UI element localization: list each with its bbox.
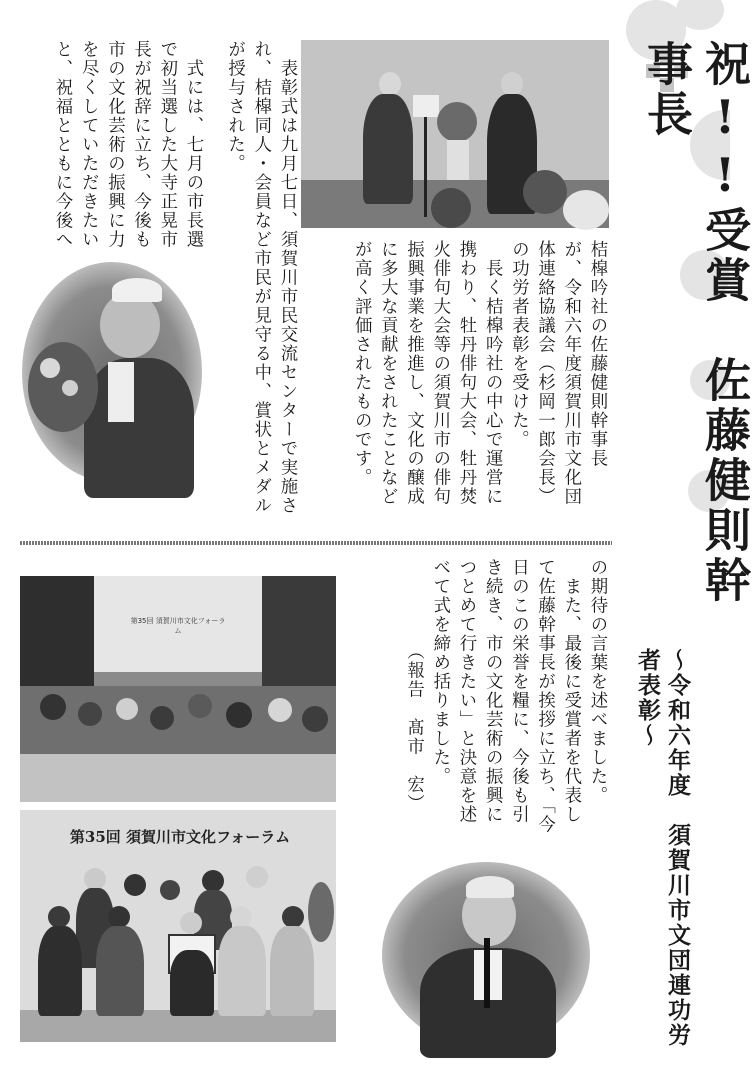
portrait-with-bouquet-photo bbox=[22, 262, 202, 482]
body-text-upper-left-long bbox=[210, 40, 300, 550]
award-ceremony-photo bbox=[301, 40, 609, 228]
stage-banner: 第35回 須賀川市文化フォーラム bbox=[130, 617, 226, 635]
text-col: 携わり、牡丹俳句大会、牡丹焚 bbox=[455, 240, 476, 506]
text-col: が、令和六年度須賀川市文化団 bbox=[560, 240, 581, 506]
text-col: で初当選した大寺正晃市 bbox=[156, 40, 177, 249]
text-col: 日のこの栄誉を糧に、今後も引 bbox=[508, 558, 529, 824]
subtitle: 〜令和六年度 須賀川市文団連功労者表彰〜 bbox=[634, 648, 691, 1048]
audience-photo bbox=[20, 576, 336, 802]
text-col: 長が祝辞に立ち、今後も bbox=[130, 40, 151, 249]
text-col: が高く評価されたものです。 bbox=[351, 240, 372, 487]
text-col: を尽くしていただきたい bbox=[78, 40, 99, 249]
text-col: つとめて行きたい」と決意を述 bbox=[455, 558, 476, 824]
text-col: れ、桔槹同人・会員など市民が見守る中、賞状とメダル bbox=[250, 40, 271, 515]
speaker-portrait-photo bbox=[382, 862, 590, 1048]
report-byline: （報告 髙市 宏） bbox=[403, 642, 424, 813]
text-col: 表彰式は九月七日、須賀川市民交流センターで実施さ bbox=[277, 40, 297, 515]
body-text-lower bbox=[352, 558, 610, 858]
headline: 祝!!受賞 佐藤健則幹事長 bbox=[640, 40, 752, 606]
text-col: また、最後に受賞者を代表し bbox=[560, 558, 581, 824]
text-col: 長く桔槹吟社の中心で運営に bbox=[482, 240, 503, 506]
text-col: 振興事業を推進し、文化の醸成 bbox=[403, 240, 424, 506]
text-col: べて式を締め括りました。 bbox=[429, 558, 450, 786]
text-col: の功労者表彰を受けた。 bbox=[508, 240, 529, 449]
text-col: 桔槹吟社の佐藤健則幹事長 bbox=[587, 240, 607, 468]
group-photo bbox=[20, 810, 336, 1042]
text-col: 市の文化芸術の振興に力 bbox=[104, 40, 125, 249]
text-col: 火俳句大会等の須賀川市の俳句 bbox=[429, 240, 450, 506]
text-col: と、祝福とともに今後へ bbox=[51, 40, 72, 249]
text-col: 体連絡協議会（杉岡一郎会長） bbox=[534, 240, 555, 506]
text-col: て佐藤幹事長が挨拶に立ち、「今 bbox=[534, 558, 555, 835]
text-col: き続き、市の文化芸術の振興に bbox=[482, 558, 503, 824]
group-banner: 第35回 須賀川市文化フォーラム bbox=[69, 828, 291, 846]
body-text-upper-left-short bbox=[16, 40, 206, 280]
text-col: が授与された。 bbox=[224, 40, 245, 173]
body-text-upper-right bbox=[300, 240, 610, 540]
text-col: 式には、七月の市長選 bbox=[183, 40, 203, 249]
text-col: の期待の言葉を述べました。 bbox=[587, 558, 607, 805]
text-col: に多大な貢献をされたことなど bbox=[377, 240, 398, 506]
section-divider bbox=[20, 541, 612, 545]
